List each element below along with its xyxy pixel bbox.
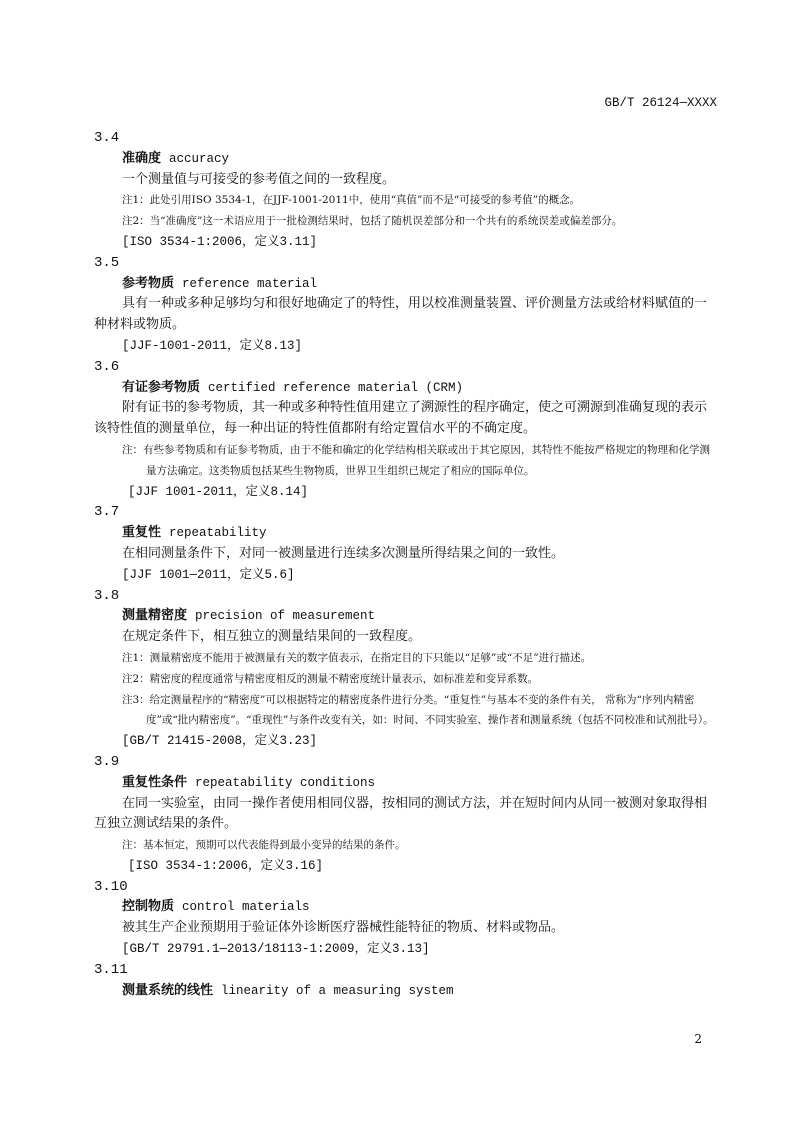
term-definition: 附有证书的参考物质，其一种或多种特性值用建立了溯源性的程序确定，使之可溯源到准确复现的表示该特性值的测量单位，每一种出证的特性值都附有给定置信水平的不确定度。 — [94, 400, 708, 437]
term-reference: [ISO 3534-1:2006，定义3.11] — [122, 234, 318, 249]
term-title — [94, 149, 718, 170]
term-reference: [JJF 1001-2011，定义8.14] — [128, 484, 309, 499]
term-entry — [94, 752, 718, 877]
term-number: 3.8 — [94, 587, 120, 604]
term-entry — [94, 960, 718, 1002]
term-number: 3.4 — [94, 130, 120, 146]
term-number: 3.9 — [94, 753, 120, 770]
term-title — [94, 773, 718, 794]
term-entry — [94, 502, 718, 585]
term-entry — [94, 877, 718, 960]
term-entry — [94, 253, 718, 357]
term-definition: 一个测量值与可接受的参考值之间的一致程度。 — [122, 171, 396, 187]
standard-id: GB/T 26124—XXXX — [604, 96, 717, 110]
term-en: control materials — [182, 900, 310, 915]
term-title — [94, 274, 718, 295]
term-reference: [GB/T 29791.1—2013/18113-1:2009，定义3.13] — [122, 942, 430, 957]
term-reference: [JJF-1001-2011，定义8.13] — [122, 338, 303, 353]
term-definition: 被其生产企业预期用于验证体外诊断医疗器械性能特征的物质、材料或物品。 — [122, 920, 565, 936]
term-note: 注2：精密度的程度通常与精密度相反的测量不精密度统计量表示，如标准差和变异系数。 — [122, 672, 539, 685]
term-title — [94, 523, 718, 544]
term-note: 注1：此处引用ISO 3534-1，在JJF-1001-2011中，使用“真值”而不是“可接受的参考值”的概念。 — [122, 194, 581, 207]
term-en: repeatability — [169, 526, 267, 541]
term-en: linearity of a measuring system — [221, 983, 454, 998]
term-number: 3.7 — [94, 504, 120, 521]
term-note: 注：基本恒定，预期可以代表能得到最小变异的结果的条件。 — [122, 839, 406, 852]
term-number: 3.11 — [94, 961, 128, 978]
term-en: certified reference material (CRM) — [208, 380, 464, 395]
term-cn: 重复性 — [122, 525, 162, 541]
term-en: accuracy — [169, 151, 230, 166]
term-note: 注1：测量精密度不能用于被测量有关的数字值表示，在指定目的下只能以“足够”或“不足”进行描述。 — [122, 651, 592, 664]
term-reference: [GB/T 21415-2008，定义3.23] — [122, 734, 318, 749]
term-reference: [ISO 3534-1:2006，定义3.16] — [128, 858, 324, 873]
term-title — [94, 897, 718, 918]
term-reference: [JJF 1001—2011，定义5.6] — [122, 567, 295, 582]
term-cn: 测量系统的线性 — [122, 982, 214, 998]
term-cn: 准确度 — [122, 150, 162, 166]
term-note: 注2：当“准确度”这一术语应用于一批检测结果时，包括了随机误差部分和一个共有的系统误差或偏差部分。 — [122, 215, 623, 228]
term-title — [94, 378, 718, 399]
term-title — [94, 981, 718, 1002]
term-definition: 在同一实验室，由同一操作者使用相同仪器，按相同的测试方法，并在短时间内从同一被测对象取得相互独立测试结果的条件。 — [94, 795, 708, 832]
terms-list — [94, 128, 718, 1001]
term-number: 3.6 — [94, 358, 120, 375]
term-number: 3.5 — [94, 254, 120, 271]
term-entry — [94, 128, 718, 253]
term-title — [94, 606, 718, 627]
term-definition: 在相同测量条件下，对同一被测量进行连续多次测量所得结果之间的一致性。 — [122, 545, 565, 561]
term-note: 注3：给定测量程序的“精密度”可以根据特定的精密度条件进行分类。“重复性”与基本不变的条件有关， 常称为“序列内精密度”或“批内精密度”。“重现性”与条件改变有关，如：时间、不同实验室、操作者和测量系统（包括不同校准和试剂批号）。 — [122, 693, 714, 727]
term-en: repeatability conditions — [195, 775, 376, 790]
term-cn: 测量精密度 — [122, 608, 188, 624]
term-cn: 参考物质 — [122, 275, 175, 291]
term-note: 注：有些参考物质和有证参考物质，由于不能和确定的化学结构相关联或出于其它原因，其特性不能按严格规定的物理和化学测量方法确定。这类物质包括某些生物物质，世界卫生组织已规定了相应的国际单位。 — [122, 443, 710, 477]
term-en: reference material — [182, 276, 318, 291]
term-en: precision of measurement — [195, 609, 376, 624]
page-number: 2 — [694, 1032, 702, 1046]
term-cn: 重复性条件 — [122, 774, 188, 790]
term-entry — [94, 586, 718, 752]
term-number: 3.10 — [94, 878, 128, 895]
term-entry — [94, 357, 718, 503]
term-definition: 在规定条件下，相互独立的测量结果间的一致程度。 — [122, 629, 422, 645]
term-cn: 控制物质 — [122, 899, 175, 915]
term-definition: 具有一种或多种足够均匀和很好地确定了的特性，用以校准测量装置、评价测量方法或给材料赋值的一种材料或物质。 — [94, 296, 708, 333]
term-cn: 有证参考物质 — [122, 379, 201, 395]
